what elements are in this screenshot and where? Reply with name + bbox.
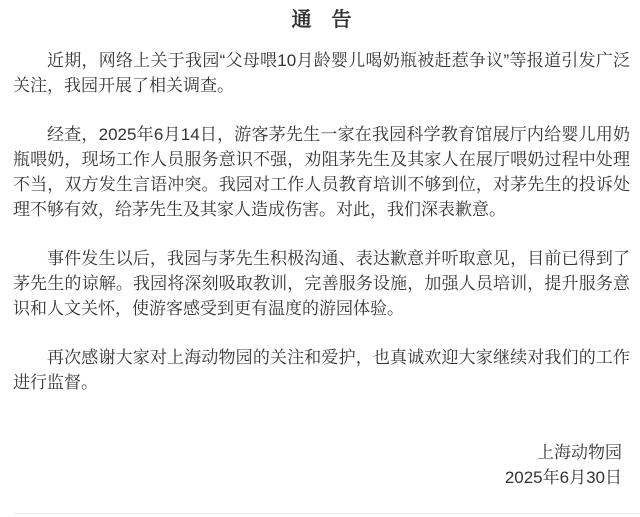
notice-paragraph: 近期，网络上关于我园“父母喂10月龄婴儿喝奶瓶被赶惹争议”等报道引发广泛关注，我园开展了相关调查。 bbox=[13, 51, 630, 95]
notice-date: 2025年6月30日 bbox=[504, 468, 622, 487]
bottom-divider bbox=[14, 513, 640, 514]
notice-body bbox=[13, 48, 630, 395]
notice-paragraph: 经查，2025年6月14日，游客茅先生一家在我园科学教育馆展厅内给婴儿用奶瓶喂奶，现场工作人员服务意识不强，劝阻茅先生及其家人在展厅喂奶过程中处理不当，双方发生言语冲突。我园对工作人员教育培训不够到位，对茅先生的投诉处理不够有效，给茅先生及其家人造成伤害。对此，我们深表歉意。 bbox=[13, 125, 630, 219]
signature-block bbox=[13, 440, 630, 490]
signature: 上海动物园 bbox=[537, 443, 622, 462]
notice-paragraph: 事件发生以后，我园与茅先生积极沟通、表达歉意并听取意见，目前已得到了茅先生的谅解。我园将深刻吸取教训，完善服务设施，加强人员培训，提升服务意识和人文关怀，使游客感受到更有温度的游园体验。 bbox=[13, 249, 630, 318]
notice-paragraph: 再次感谢大家对上海动物园的关注和爱护，也真诚欢迎大家继续对我们的工作进行监督。 bbox=[13, 348, 630, 392]
notice-title: 通 告 bbox=[291, 9, 352, 31]
